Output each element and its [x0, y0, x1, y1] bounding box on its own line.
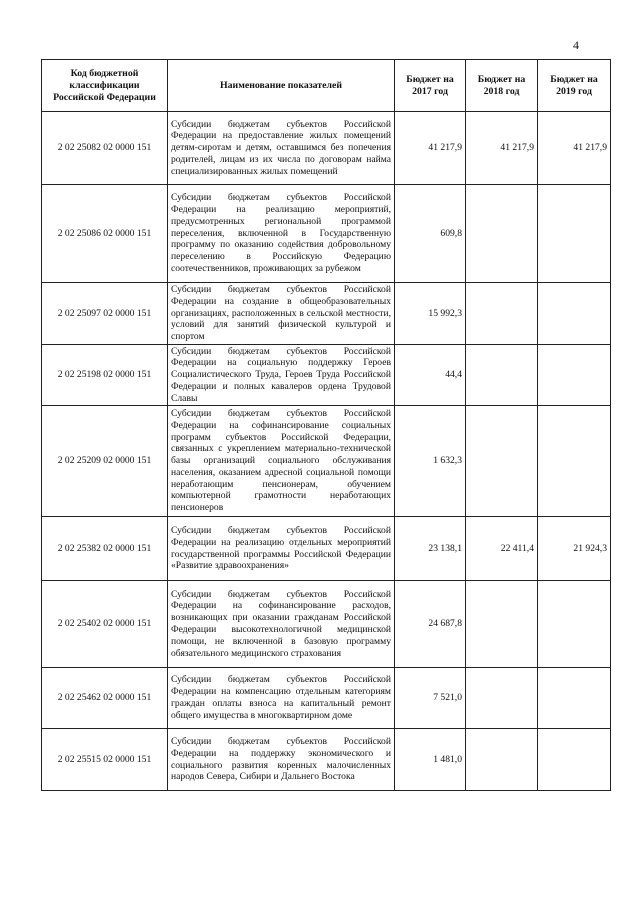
row-name: Субсидии бюджетам субъектов Российской Федерации на поддержку экономического и социального развития коренных малочисленных народов Севера, Сибири и Дальнего Востока: [168, 729, 395, 791]
row-budget-2018: [466, 581, 538, 668]
table-row: [42, 406, 611, 517]
table-row: [42, 668, 611, 729]
row-budget-2019: [538, 729, 611, 791]
row-budget-2018: 41 217,9: [466, 112, 538, 185]
row-name: Субсидии бюджетам субъектов Российской Федерации на создание в общеобразовательных организациях, расположенных в сельской местности, условий для занятий физической культурой и спортом: [168, 283, 395, 345]
table-row: [42, 345, 611, 406]
row-name: Субсидии бюджетам субъектов Российской Федерации на компенсацию отдельным категориям граждан оплаты взноса на капитальный ремонт общего имущества в многоквартирном доме: [168, 668, 395, 729]
table-row: [42, 517, 611, 581]
row-code: 2 02 25086 02 0000 151: [42, 185, 168, 283]
row-budget-2018: [466, 345, 538, 406]
table-row: [42, 581, 611, 668]
row-name: Субсидии бюджетам субъектов Российской Федерации на реализацию отдельных мероприятий государственной программы Российской Федерации «Развитие здравоохранения»: [168, 517, 395, 581]
row-budget-2017: 23 138,1: [395, 517, 466, 581]
header-budget-2019: Бюджет на 2019 год: [538, 60, 611, 112]
row-budget-2018: [466, 729, 538, 791]
row-budget-2018: [466, 185, 538, 283]
row-name: Субсидии бюджетам субъектов Российской Федерации на софинансирование расходов, возникающих при оказании гражданам Российской Федерации высокотехнологичной медицинской помощи, не включенной в базовую программу обязательного медицинского страхования: [168, 581, 395, 668]
row-budget-2017: 1 481,0: [395, 729, 466, 791]
row-budget-2019: 41 217,9: [538, 112, 611, 185]
row-budget-2017: 41 217,9: [395, 112, 466, 185]
row-code: 2 02 25382 02 0000 151: [42, 517, 168, 581]
row-budget-2019: [538, 345, 611, 406]
row-code: 2 02 25462 02 0000 151: [42, 668, 168, 729]
row-code: 2 02 25097 02 0000 151: [42, 283, 168, 345]
table-row: [42, 112, 611, 185]
page-number: 4: [573, 38, 579, 52]
table-row: [42, 185, 611, 283]
row-budget-2017: 24 687,8: [395, 581, 466, 668]
row-name: Субсидии бюджетам субъектов Российской Федерации на реализацию мероприятий, предусмотренных региональной программой переселения, включенной в Государственную программу по оказанию содействия добровольному переселению в Российскую Федерацию соотечественников, проживающих за рубежом: [168, 185, 395, 283]
row-code: 2 02 25209 02 0000 151: [42, 406, 168, 517]
row-code: 2 02 25198 02 0000 151: [42, 345, 168, 406]
row-budget-2019: [538, 581, 611, 668]
row-budget-2018: [466, 283, 538, 345]
row-budget-2017: 609,8: [395, 185, 466, 283]
header-code: Код бюджетной классификации Российской Федерации: [42, 60, 168, 112]
header-budget-2017: Бюджет на 2017 год: [395, 60, 466, 112]
row-budget-2019: [538, 406, 611, 517]
row-budget-2019: 21 924,3: [538, 517, 611, 581]
table-row: [42, 283, 611, 345]
row-name: Субсидии бюджетам субъектов Российской Федерации на софинансирование социальных программ субъектов Российской Федерации, связанных с укреплением материально-технической базы организаций социального обслуживания населения, оказанием адресной социальной помощи неработающим пенсионерам, обучением компьютерной грамотности неработающих пенсионеров: [168, 406, 395, 517]
row-code: 2 02 25402 02 0000 151: [42, 581, 168, 668]
row-budget-2017: 44,4: [395, 345, 466, 406]
header-name: Наименование показателей: [168, 60, 395, 112]
row-budget-2019: [538, 283, 611, 345]
table-header-row: [42, 60, 611, 112]
row-budget-2017: 15 992,3: [395, 283, 466, 345]
row-budget-2019: [538, 668, 611, 729]
row-budget-2019: [538, 185, 611, 283]
row-code: 2 02 25515 02 0000 151: [42, 729, 168, 791]
row-code: 2 02 25082 02 0000 151: [42, 112, 168, 185]
header-budget-2018: Бюджет на 2018 год: [466, 60, 538, 112]
table-row: [42, 729, 611, 791]
budget-table: [41, 59, 611, 791]
row-budget-2018: [466, 406, 538, 517]
row-budget-2017: 7 521,0: [395, 668, 466, 729]
row-name: Субсидии бюджетам субъектов Российской Федерации на социальную поддержку Героев Социалистического Труда, Героев Труда Российской Федерации и полных кавалеров ордена Трудовой Славы: [168, 345, 395, 406]
row-budget-2018: [466, 668, 538, 729]
row-budget-2018: 22 411,4: [466, 517, 538, 581]
row-budget-2017: 1 632,3: [395, 406, 466, 517]
row-name: Субсидии бюджетам субъектов Российской Федерации на предоставление жилых помещений детям-сиротам и детям, оставшимся без попечения родителей, лицам из их числа по договорам найма специализированных жилых помещений: [168, 112, 395, 185]
